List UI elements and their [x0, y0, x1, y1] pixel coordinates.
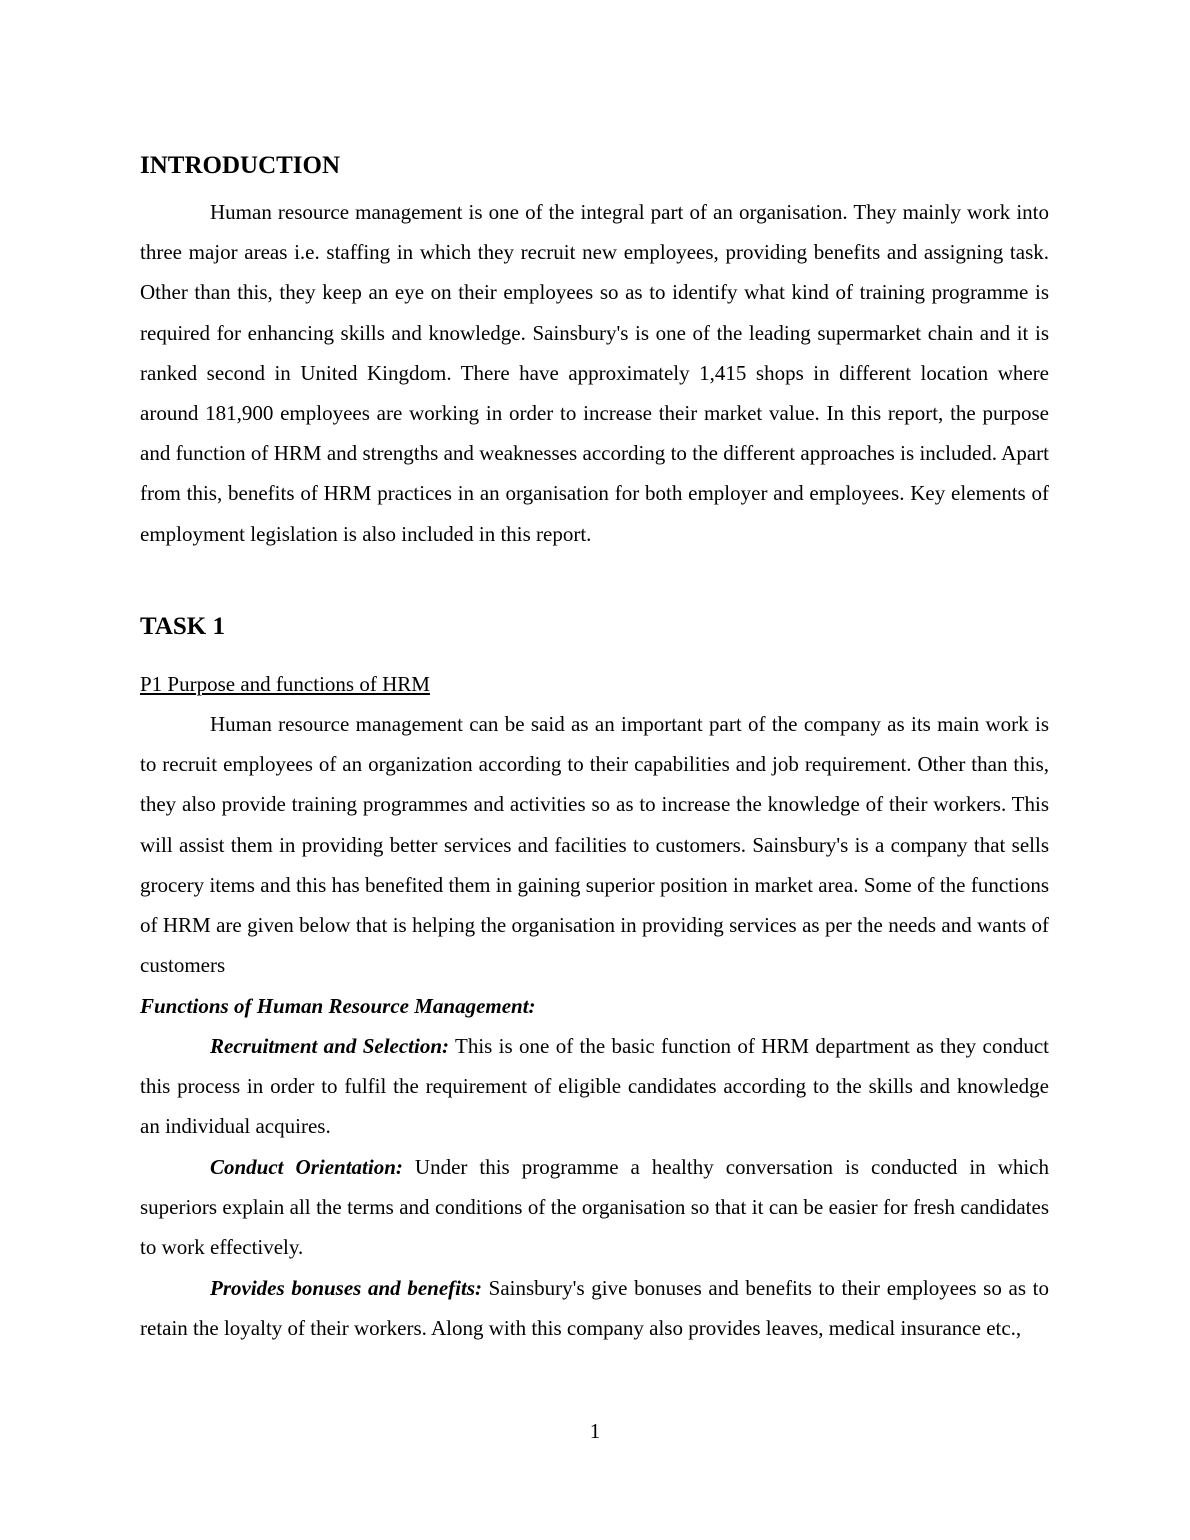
task1-subheading: P1 Purpose and functions of HRM	[140, 672, 430, 696]
introduction-paragraph: Human resource management is one of the integral part of an organisation. They mainly work into three major areas i.e. staffing in which they recruit new employees, providing benefits and assigning task. Other than this, they keep an eye on their employees so as to identify what kind of training programme is required for enhancing skills and knowledge. Sainsbury's is one of the leading supermarket chain and it is ranked second in United Kingdom. There have approximately 1,415 shops in different location where around 181,900 employees are working in order to increase their market value. In this report, the purpose and function of HRM and strengths and weaknesses according to the different approaches is included. Apart from this, benefits of HRM practices in an organisation for both employer and employees. Key elements of employment legislation is also included in this report.	[140, 200, 1049, 546]
function-description: Under this programme a healthy conversation is conducted in which superiors explain all the terms and conditions of the organisation so that it can be easier for fresh candidates to work effectively.	[140, 1155, 1049, 1260]
functions-heading: Functions of Human Resource Management:	[140, 994, 536, 1018]
function-item-recruitment	[140, 1026, 1049, 1147]
introduction-heading: INTRODUCTION	[140, 152, 341, 179]
task1-paragraph: Human resource management can be said as an important part of the company as its main work is to recruit employees of an organization according to their capabilities and job requirement. Other than this, they also provide training programmes and activities so as to increase the knowledge of their workers. This will assist them in providing better services and facilities to customers. Sainsbury's is a company that sells grocery items and this has benefited them in gaining superior position in market area. Some of the functions of HRM are given below that is helping the organisation in providing services as per the needs and wants of customers	[140, 712, 1049, 978]
function-term: Recruitment and Selection:	[210, 1034, 450, 1058]
function-description: Sainsbury's give bonuses and benefits to their employees so as to retain the loyalty of their workers. Along with this company also provides leaves, medical insurance etc.,	[140, 1276, 1049, 1341]
page-number: 1	[589, 1419, 601, 1443]
function-term: Provides bonuses and benefits:	[210, 1276, 482, 1300]
function-item-bonuses	[140, 1268, 1049, 1348]
function-term: Conduct Orientation:	[210, 1155, 403, 1179]
function-item-orientation	[140, 1147, 1049, 1268]
task1-heading: TASK 1	[140, 613, 225, 640]
function-description: This is one of the basic function of HRM department as they conduct this process in order to fulfil the requirement of eligible candidates according to the skills and knowledge an individual acquires.	[140, 1034, 1049, 1139]
